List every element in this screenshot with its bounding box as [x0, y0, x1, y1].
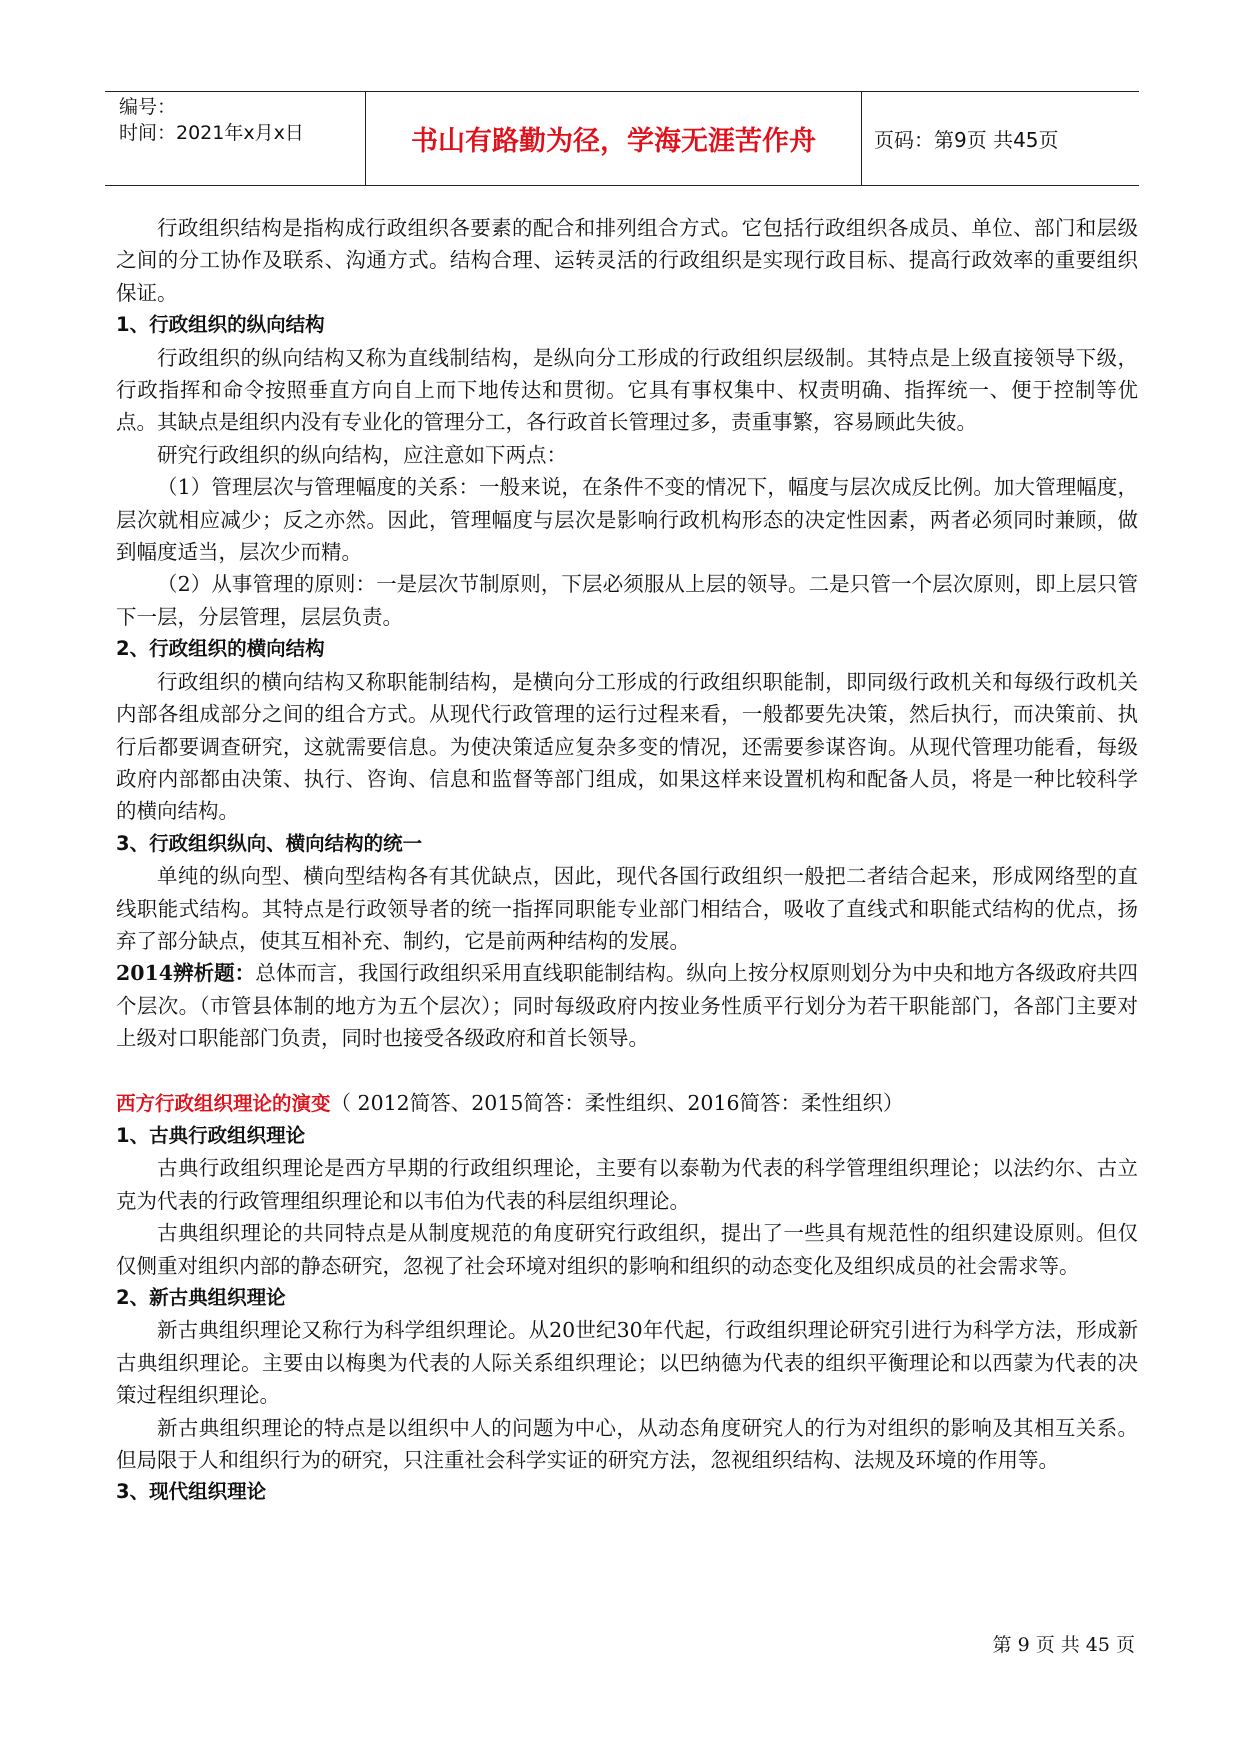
paragraph: 研究行政组织的纵向结构，应注意如下两点： — [157, 442, 567, 467]
document-time-label: 时间：2021年x月x日 — [119, 122, 304, 144]
header-meta — [105, 92, 366, 185]
heading-unified-structure: 3、行政组织纵向、横向结构的统一 — [116, 831, 423, 855]
paragraph: 新古典组织理论的特点是以组织中人的问题为中心，从动态角度研究人的行为对组织的影响及其相互关系。但局限于人和组织行为的研究，只注重社会科学实证的研究方法，忽视组织结构、法规及环境的作用等。 — [116, 1415, 1138, 1473]
paragraph: 单纯的纵向型、横向型结构各有其优缺点，因此，现代各国行政组织一般把二者结合起来，形成网络型的直线职能式结构。其特点是行政领导者的统一指挥同职能专业部门相结合，吸收了直线式和职能式结构的优点，扬弃了部分缺点，使其互相补充、制约，它是前两种结构的发展。 — [116, 864, 1138, 953]
section-title-line — [116, 1087, 1138, 1120]
paragraph: （2）从事管理的原则：一是层次节制原则，下层必须服从上层的领导。二是只管一个层次原则，即上层只管下一层，分层管理，层层负责。 — [116, 572, 1138, 629]
spacer — [116, 1055, 1138, 1087]
page-footer: 第 9 页 共 45 页 — [992, 1634, 1135, 1656]
heading-neoclassical-theory: 2、新古典组织理论 — [116, 1286, 286, 1309]
paragraph: 古典组织理论的共同特点是从制度规范的角度研究行政组织，提出了一些具有规范性的组织建设原则。但仅仅侧重对组织内部的静态研究，忽视了社会环境对组织的影响和组织的动态变化及组织成员的社会需求等。 — [116, 1221, 1138, 1278]
header-motto: 书山有路勤为径，学海无涯苦作舟 — [366, 92, 862, 185]
bianxi-label: 2014辨析题： — [116, 961, 256, 986]
heading-modern-theory: 3、现代组织理论 — [116, 1480, 267, 1504]
bianxi-text: 总体而言，我国行政组织采用直线职能制结构。纵向上按分权原则划分为中央和地方各级政府共四个层次。（市管县体制的地方为五个层次）；同时每级政府内按业务性质平行划分为若干职能部门，各部门主要对上级对口职能部门负责，同时也接受各级政府和首长领导。 — [116, 961, 1139, 1051]
heading-classical-theory: 1、古典行政组织理论 — [116, 1123, 306, 1147]
paragraph: （1）管理层次与管理幅度的关系：一般来说，在条件不变的情况下，幅度与层次成反比例。加大管理幅度，层次就相应减少；反之亦然。因此，管理幅度与层次是影响行政机构形态的决定性因素，两者必须同时兼顾，做到幅度适当，层次少而精。 — [116, 475, 1138, 565]
intro-paragraph: 行政组织结构是指构成行政组织各要素的配合和排列组合方式。它包括行政组织各成员、单位、部门和层级之间的分工协作及联系、沟通方式。结构合理、运转灵活的行政组织是实现行政目标、提高行政效率的重要组织保证。 — [116, 216, 1138, 305]
heading-vertical-structure: 1、行政组织的纵向结构 — [116, 313, 325, 337]
document-number-label: 编号： — [119, 96, 177, 118]
bianxi-paragraph — [116, 957, 1138, 1054]
paragraph: 行政组织的纵向结构又称为直线制结构，是纵向分工形成的行政组织层级制。其特点是上级直接领导下级，行政指挥和命令按照垂直方向自上而下地传达和贯彻。它具有事权集中、权责明确、指挥统一、便于控制等优点。其缺点是组织内没有专业化的管理分工，各行政首长管理过多，责重事繁，容易顾此失彼。 — [116, 345, 1138, 435]
header-page-label: 页码：第9页 共45页 — [874, 128, 1059, 152]
paragraph: 古典行政组织理论是西方早期的行政组织理论，主要有以泰勒为代表的科学管理组织理论；以法约尔、古立克为代表的行政管理组织理论和以韦伯为代表的科层组织理论。 — [116, 1156, 1138, 1213]
section-note: （ 2012简答、2015简答：柔性组织、2016简答：柔性组织） — [330, 1090, 904, 1115]
page-header — [105, 91, 1139, 186]
heading-horizontal-structure: 2、行政组织的横向结构 — [116, 637, 325, 661]
section-title: 西方行政组织理论的演变 — [116, 1091, 331, 1115]
paragraph: 行政组织的横向结构又称职能制结构，是横向分工形成的行政组织职能制，即同级行政机关和每级行政机关内部各组成部分之间的组合方式。从现代行政管理的运行过程来看，一般都要先决策，然后执行，而决策前、执行后都要调查研究，这就需要信息。为使决策适应复杂多变的情况，还需要参谋咨询。从现代管理功能看，每级政府内部都由决策、执行、咨询、信息和监督等部门组成，如果这样来设置机构和配备人员，将是一种比较科学的横向结构。 — [116, 669, 1138, 824]
document-body — [116, 212, 1138, 1509]
paragraph: 新古典组织理论又称行为科学组织理论。从20世纪30年代起，行政组织理论研究引进行为科学方法，形成新古典组织理论。主要由以梅奥为代表的人际关系组织理论；以巴纳德为代表的组织平衡理论和以西蒙为代表的决策过程组织理论。 — [116, 1318, 1138, 1408]
